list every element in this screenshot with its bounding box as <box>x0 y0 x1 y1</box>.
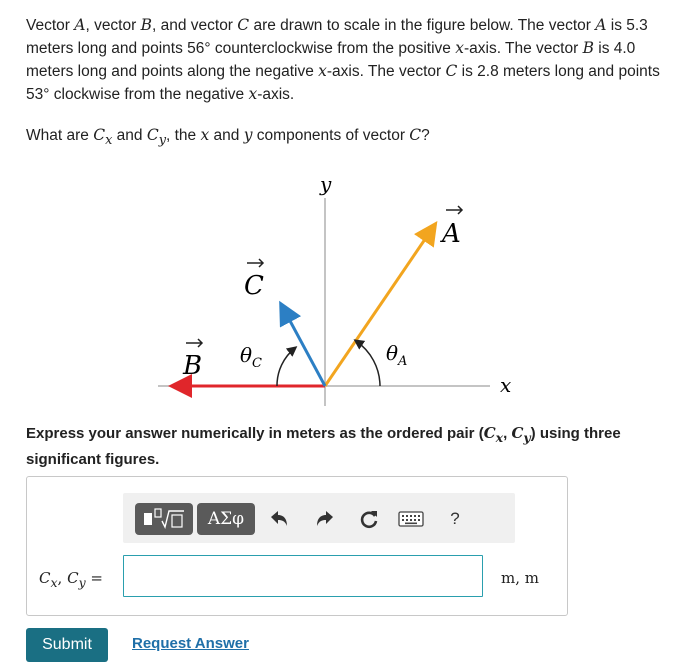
keyboard-button[interactable] <box>395 503 427 535</box>
theta-c-arc <box>277 348 295 386</box>
x-axis-label: x <box>500 373 512 397</box>
request-answer-link[interactable]: Request Answer <box>132 635 249 652</box>
vector-a-label-arrow <box>446 206 462 214</box>
vector-c-label: C <box>244 271 264 301</box>
vector-b-label-arrow <box>186 339 202 347</box>
help-button[interactable]: ? <box>450 509 460 528</box>
reset-button[interactable] <box>355 503 383 535</box>
templates-icon <box>142 507 186 531</box>
undo-button[interactable] <box>265 503 293 535</box>
templates-button[interactable] <box>135 503 193 535</box>
vector-b-label: B <box>183 351 203 381</box>
math-toolbar <box>123 493 515 543</box>
undo-icon <box>269 510 289 528</box>
greek-symbols-button[interactable]: ΑΣφ <box>197 503 255 535</box>
vector-c-label-arrow <box>247 259 263 267</box>
y-axis-label: y <box>320 172 332 196</box>
vector-a-symbol: A <box>74 16 86 34</box>
vector-b-symbol: B <box>140 16 152 34</box>
theta-c-label: $\theta_C$ <box>240 343 262 371</box>
answer-units: m, m <box>501 569 539 587</box>
answer-instructions: Express your answer numerically in meters as the ordered pair ($C_x$, $C_y$) using three significant figures. <box>26 424 621 468</box>
vector-figure <box>150 170 510 406</box>
answer-label: $C_x$, $C_y$ = <box>39 569 103 590</box>
problem-statement: Vector A, vector B, and vector C are drawn to scale in the figure below. The vector A is 5.3 meters long and points 56° counterclockwise from the positive x-axis. The vector B is 4.0 meters long and points along the negative x-axis. The vector C is 2.8 meters long and points 53° clockwise from the negative x-axis. <box>26 16 660 103</box>
theta-a-arc <box>356 341 380 386</box>
keyboard-icon <box>398 511 424 527</box>
theta-a-label: $\theta_A$ <box>386 341 408 369</box>
redo-button[interactable] <box>311 503 339 535</box>
vector-c-arrow <box>282 306 325 386</box>
vector-c-symbol: C <box>237 16 250 34</box>
reset-icon <box>358 508 380 530</box>
vector-a-label: A <box>442 219 461 249</box>
answer-input[interactable] <box>123 555 483 597</box>
question-text: What are $C_x$ and $C_y$, the x and y components of vector C? <box>26 126 430 149</box>
answer-panel <box>26 476 568 616</box>
redo-icon <box>315 510 335 528</box>
vector-a-arrow <box>325 226 434 386</box>
submit-button[interactable]: Submit <box>26 628 108 662</box>
